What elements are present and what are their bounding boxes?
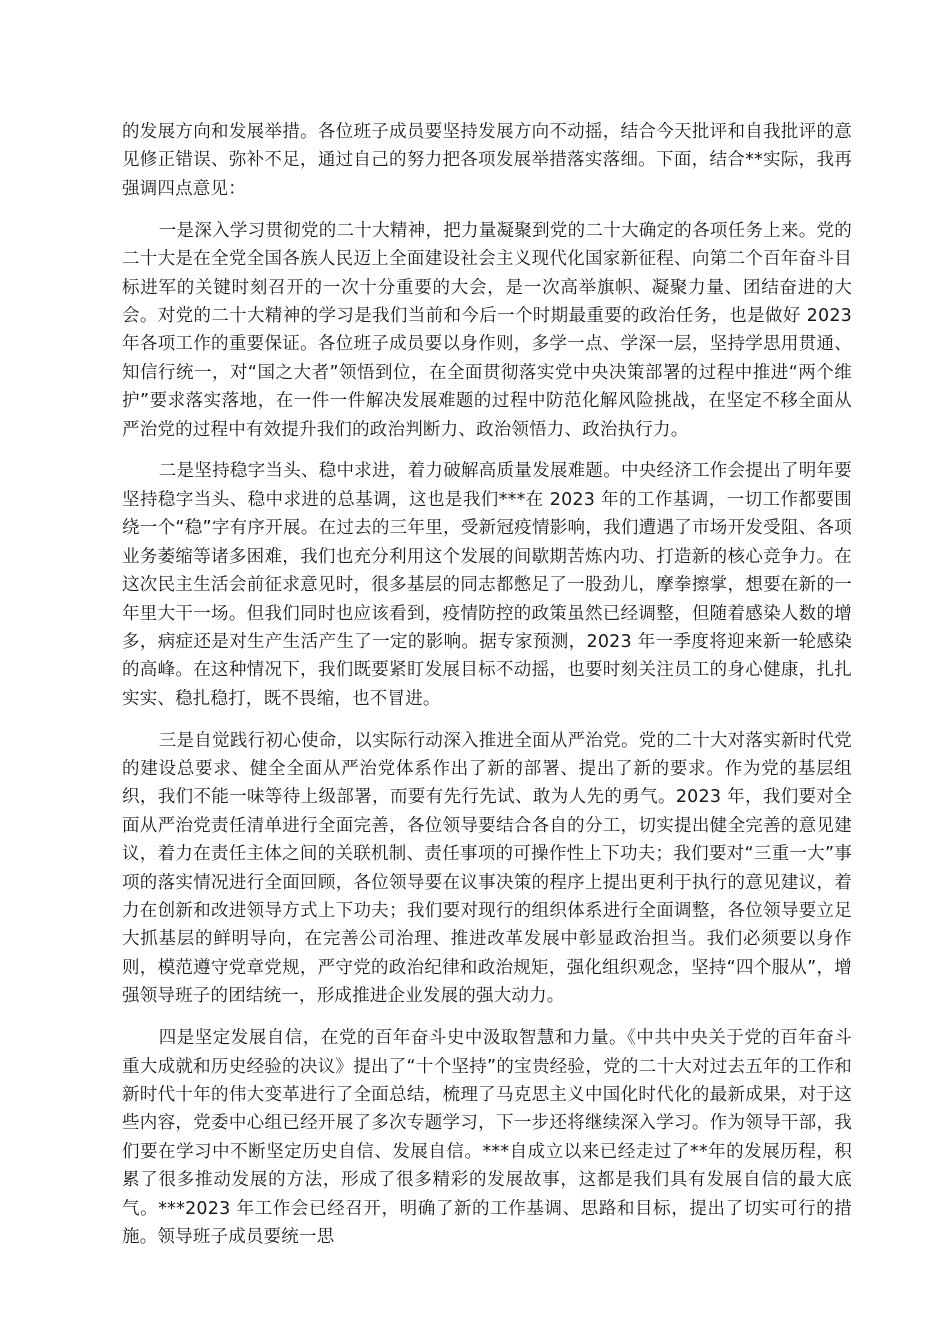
- document-page: [122, 118, 852, 1265]
- paragraph-intro-continuation: 的发展方向和发展举措。各位班子成员要坚持发展方向不动摇，结合今天批评和自我批评的意见修正错误、弥补不足，通过自己的努力把各项发展举措落实落细。下面，结合**实际，我再强调四点意见：: [122, 122, 852, 199]
- paragraph-point-three: 三是自觉践行初心使命，以实际行动深入推进全面从严治党。党的二十大对落实新时代党的建设总要求、健全全面从严治党体系作出了新的部署、提出了新的要求。作为党的基层组织，我们不能一味等待上级部署，而要有先行先试、敢为人先的勇气。2023 年，我们要对全面从严治党责任清单进行全面完善，各位领导要结合各自的分工，切实提出健全完善的意见建议，着力在责任主体之间的关联机制、责任事项的可操作性上下功夫；我们要对“三重一大”事项的落实情况进行全面回顾，各位领导要在议事决策的程序上提出更利于执行的意见建议，着力在创新和改进领导方式上下功夫；我们要对现行的组织体系进行全面调整，各位领导要立足大抓基层的鲜明导向，在完善公司治理、推进改革发展中彰显政治担当。我们必须要以身作则，模范遵守党章党规，严守党的政治纪律和政治规矩，强化组织观念，坚持“四个服从”，增强领导班子的团结统一，形成推进企业发展的强大动力。: [122, 730, 852, 1007]
- paragraph-point-two: 二是坚持稳字当头、稳中求进，着力破解高质量发展难题。中央经济工作会提出了明年要坚持稳字当头、稳中求进的总基调，这也是我们***在 2023 年的工作基调，一切工作都要围绕一个“稳”字有序开展。在过去的三年里，受新冠疫情影响，我们遭遇了市场开发受阻、各项业务萎缩等诸多困难，我们也充分利用这个发展的间歇期苦炼内功、打造新的核心竞争力。在这次民主生活会前征求意见时，很多基层的同志都憋足了一股劲儿，摩拳擦掌，想要在新的一年里大干一场。但我们同时也应该看到，疫情防控的政策虽然已经调整，但随着感染人数的增多，病症还是对生产生活产生了一定的影响。据专家预测，2023 年一季度将迎来新一轮感染的高峰。在这种情况下，我们既要紧盯发展目标不动摇，也要时刻关注员工的身心健康，扎扎实实、稳扎稳打，既不畏缩，也不冒进。: [122, 461, 852, 709]
- paragraph-point-one: 一是深入学习贯彻党的二十大精神，把力量凝聚到党的二十大确定的各项任务上来。党的二十大是在全党全国各族人民迈上全面建设社会主义现代化国家新征程、向第二个百年奋斗目标进军的关键时刻召开的一次十分重要的大会，是一次高举旗帜、凝聚力量、团结奋进的大会。对党的二十大精神的学习是我们当前和今后一个时期最重要的政治任务，也是做好 2023 年各项工作的重要保证。各位班子成员要以身作则，多学一点、学深一层，坚持学思用贯通、知信行统一，对“国之大者”领悟到位，在全面贯彻落实党中央决策部署的过程中推进“两个维护”要求落实落地，在一件一件解决发展难题的过程中防范化解风险挑战，在坚定不移全面从严治党的过程中有效提升我们的政治判断力、政治领悟力、政治执行力。: [122, 220, 852, 440]
- paragraph-point-four: 四是坚定发展自信，在党的百年奋斗史中汲取智慧和力量。《中共中央关于党的百年奋斗重大成就和历史经验的决议》提出了“十个坚持”的宝贵经验，党的二十大对过去五年的工作和新时代十年的伟大变革进行了全面总结，梳理了马克思主义中国化时代化的最新成果，对于这些内容，党委中心组已经开展了多次专题学习，下一步还将继续深入学习。作为领导干部，我们要在学习中不断坚定历史自信、发展自信。***自成立以来已经走过了**年的发展历程，积累了很多推动发展的方法，形成了很多精彩的发展故事，这都是我们具有发展自信的最大底气。***2023 年工作会已经召开，明确了新的工作基调、思路和目标，提出了切实可行的措施。领导班子成员要统一思: [122, 1028, 852, 1248]
